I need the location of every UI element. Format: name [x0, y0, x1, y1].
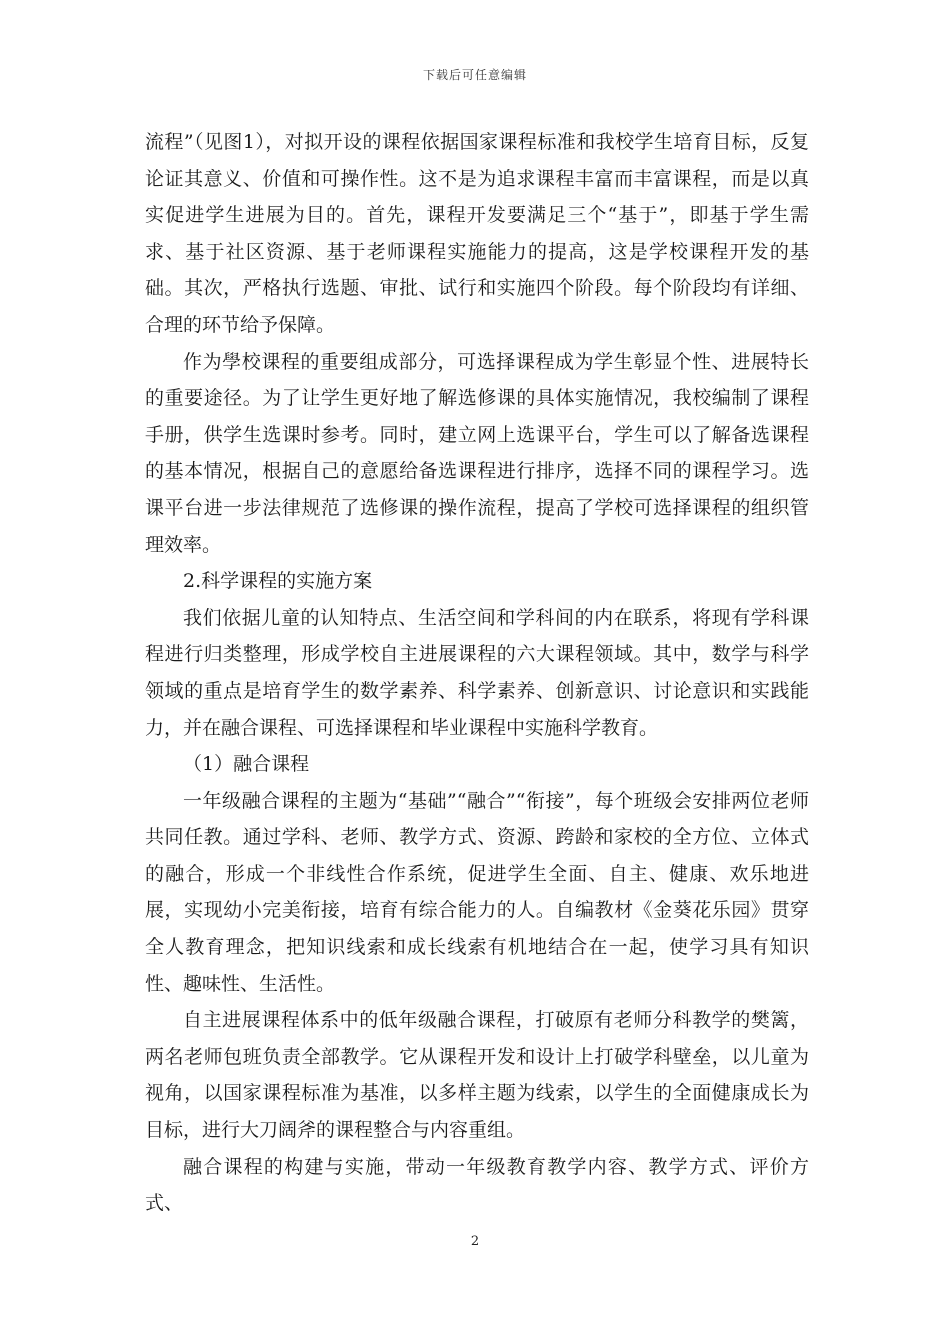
paragraph-3: 我们依据儿童的认知特点、生活空间和学科间的内在联系，将现有学科课程进行归类整理，形成学校自主进展课程的六大课程领域。其中，数学与科学领域的重点是培育学生的数学素养、科学素养、创新意识、讨论意识和实践能力，并在融合课程、可选择课程和毕业课程中实施科学教育。 [145, 606, 809, 739]
paragraph-6: 融合课程的构建与实施，带动一年级教育教学内容、教学方式、评价方式、 [145, 1155, 809, 1215]
document-body [145, 124, 809, 1222]
subsection-heading-integrated-curriculum: （1）融合课程 [183, 753, 310, 776]
paragraph-1: 流程”（见图1），对拟开设的课程依据国家课程标准和我校学生培育目标，反复论证其意义、价值和可操作性。这不是为追求课程丰富而丰富课程，而是以真实促进学生进展为目的。首先，课程开发要满足三个“基于”，即基于学生需求、基于社区资源、基于老师课程实施能力的提高，这是学校课程开发的基础。其次，严格执行选题、审批、试行和实施四个阶段。每个阶段均有详细、合理的环节给予保障。 [145, 131, 809, 336]
paragraph-2: 作为學校课程的重要组成部分，可选择课程成为学生彰显个性、进展特长的重要途径。为了让学生更好地了解选修课的具体实施情况，我校编制了课程手册，供学生选课时参考。同时，建立网上选课平台，学生可以了解备选课程的基本情况，根据自己的意愿给备选课程进行排序，选择不同的课程学习。选课平台进一步法律规范了选修课的操作流程，提高了学校可选择课程的组织管理效率。 [145, 350, 809, 556]
paragraph-4: 一年级融合课程的主题为“基础”“融合”“衔接”，每个班级会安排两位老师共同任教。通过学科、老师、教学方式、资源、跨龄和家校的全方位、立体式的融合，形成一个非线性合作系统，促进学生全面、自主、健康、欢乐地进展，实现幼小完美衔接，培育有综合能力的人。自编教材《金葵花乐园》贯穿全人教育理念，把知识线索和成长线索有机地结合在一起，使学习具有知识性、趣味性、生活性。 [145, 789, 809, 995]
page-header-note: 下载后可任意编辑 [422, 68, 527, 82]
paragraph-5: 自主进展课程体系中的低年级融合课程，打破原有老师分科教学的樊篱，两名老师包班负责全部教学。它从课程开发和设计上打破学科壁垒，以儿童为视角，以国家课程标准为基准，以多样主题为线索，以学生的全面健康成长为目标，进行大刀阔斧的课程整合与内容重组。 [145, 1009, 809, 1142]
section-heading-science-curriculum: 2.科学课程的实施方案 [183, 570, 373, 593]
page-number: 2 [470, 1234, 480, 1249]
